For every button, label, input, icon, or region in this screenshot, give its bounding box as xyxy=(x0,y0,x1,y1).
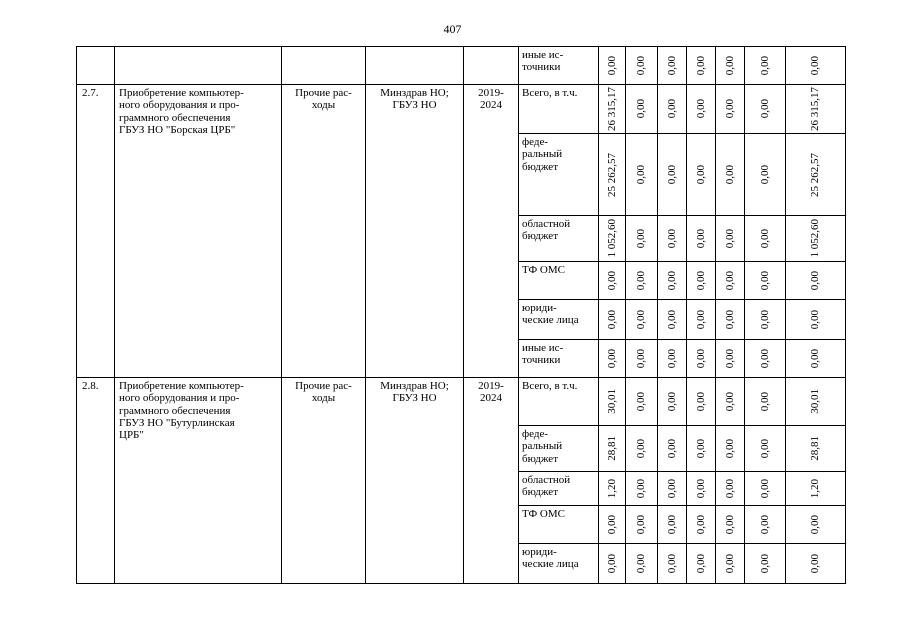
value-text: 0,00 xyxy=(665,348,678,369)
value-cell xyxy=(687,47,716,85)
value-text: 0,00 xyxy=(723,514,736,535)
value-cell xyxy=(687,134,716,216)
value-text: 0,00 xyxy=(694,99,707,119)
expense-type-text: Прочие рас- ходы xyxy=(295,380,352,405)
value-cell xyxy=(716,85,745,134)
period-text: 2019- 2024 xyxy=(478,380,504,405)
page-number: 407 xyxy=(443,22,462,36)
source-label xyxy=(519,47,599,85)
value-text: 0,00 xyxy=(665,270,678,291)
value-text: 0,00 xyxy=(665,55,678,76)
value-text: 0,00 xyxy=(694,391,707,412)
value-cell xyxy=(745,300,786,340)
value-text: 0,00 xyxy=(635,309,648,330)
value-cell xyxy=(626,472,658,506)
value-cell xyxy=(626,506,658,544)
value-cell xyxy=(599,300,626,340)
value-text: 0,00 xyxy=(758,348,771,369)
value-text: 0,00 xyxy=(723,55,736,76)
value-cell xyxy=(786,544,846,584)
executor xyxy=(366,378,464,584)
value-cell xyxy=(626,378,658,426)
value-text: 0,00 xyxy=(694,438,707,459)
value-cell xyxy=(716,262,745,300)
source-label-text: феде- ральный бюджет xyxy=(522,136,563,173)
value-text: 0,00 xyxy=(758,270,771,291)
source-label-text: феде- ральный бюджет xyxy=(522,428,563,465)
source-label-text: иные ис- точники xyxy=(522,49,564,74)
value-cell xyxy=(687,262,716,300)
value-cell xyxy=(786,47,846,85)
value-cell xyxy=(687,300,716,340)
value-cell xyxy=(786,216,846,262)
value-text: 0,00 xyxy=(635,391,648,412)
item-name-text: Приобретение компьютер- ного оборудования и про- граммного обеспечения ГБУЗ НО "Борская ЦРБ" xyxy=(119,87,244,136)
empty-cell xyxy=(366,47,464,85)
value-cell xyxy=(687,378,716,426)
value-cell xyxy=(626,300,658,340)
value-cell xyxy=(626,544,658,584)
item-number-text: 2.7. xyxy=(82,87,99,99)
value-cell xyxy=(658,216,687,262)
value-cell xyxy=(745,378,786,426)
value-cell xyxy=(716,544,745,584)
value-cell xyxy=(716,300,745,340)
source-label-text: Всего, в т.ч. xyxy=(522,87,578,99)
value-cell xyxy=(599,426,626,472)
source-label xyxy=(519,340,599,378)
value-text: 0,00 xyxy=(723,270,736,291)
source-label xyxy=(519,472,599,506)
value-text: 0,00 xyxy=(723,309,736,330)
value-cell xyxy=(599,472,626,506)
value-cell xyxy=(786,340,846,378)
value-cell xyxy=(687,85,716,134)
value-text: 0,00 xyxy=(809,270,822,291)
value-text: 0,00 xyxy=(665,391,678,412)
value-text: 0,00 xyxy=(694,309,707,330)
value-cell xyxy=(658,426,687,472)
value-text: 0,00 xyxy=(758,514,771,535)
source-label xyxy=(519,426,599,472)
source-label-text: юриди- ческие лица xyxy=(522,302,579,327)
value-cell xyxy=(745,544,786,584)
value-text: 0,00 xyxy=(635,270,648,291)
value-text: 30,01 xyxy=(809,389,822,414)
empty-cell xyxy=(115,47,282,85)
value-cell xyxy=(626,262,658,300)
source-label xyxy=(519,134,599,216)
period-text: 2019- 2024 xyxy=(478,87,504,112)
value-cell xyxy=(658,134,687,216)
executor xyxy=(366,85,464,378)
value-text: 1,20 xyxy=(605,478,618,499)
value-cell xyxy=(745,340,786,378)
source-label-text: юриди- ческие лица xyxy=(522,546,579,571)
value-cell xyxy=(626,134,658,216)
value-text: 0,00 xyxy=(665,514,678,535)
value-cell xyxy=(745,216,786,262)
value-text: 0,00 xyxy=(635,438,648,459)
value-cell xyxy=(716,134,745,216)
value-cell xyxy=(658,506,687,544)
value-text: 0,00 xyxy=(665,309,678,330)
value-cell xyxy=(786,426,846,472)
value-text: 0,00 xyxy=(665,99,678,119)
value-text: 0,00 xyxy=(758,164,771,185)
value-cell xyxy=(626,340,658,378)
table-row xyxy=(77,85,846,134)
value-text: 0,00 xyxy=(694,514,707,535)
value-cell xyxy=(716,216,745,262)
value-cell xyxy=(599,544,626,584)
item-number-text: 2.8. xyxy=(82,380,99,392)
value-cell xyxy=(786,472,846,506)
value-cell xyxy=(786,134,846,216)
value-cell xyxy=(687,426,716,472)
value-text: 0,00 xyxy=(723,438,736,459)
value-text: 0,00 xyxy=(635,55,648,76)
value-text: 25 262,57 xyxy=(809,152,822,197)
value-text: 1 052,60 xyxy=(605,219,618,258)
value-cell xyxy=(626,47,658,85)
value-text: 0,00 xyxy=(635,553,648,574)
value-cell xyxy=(658,340,687,378)
value-cell xyxy=(626,85,658,134)
value-text: 0,00 xyxy=(635,348,648,369)
value-text: 30,01 xyxy=(605,389,618,414)
source-label xyxy=(519,85,599,134)
value-text: 0,00 xyxy=(605,309,618,330)
value-text: 0,00 xyxy=(809,514,822,535)
value-cell xyxy=(786,506,846,544)
item-name xyxy=(115,85,282,378)
value-cell xyxy=(599,378,626,426)
value-text: 0,00 xyxy=(635,228,648,249)
period xyxy=(464,85,519,378)
value-cell xyxy=(745,472,786,506)
item-number xyxy=(77,378,115,584)
value-text: 0,00 xyxy=(665,164,678,185)
value-text: 0,00 xyxy=(635,514,648,535)
value-text: 1,20 xyxy=(809,478,822,499)
empty-cell xyxy=(464,47,519,85)
expense-type-text: Прочие рас- ходы xyxy=(295,87,352,112)
value-text: 0,00 xyxy=(694,478,707,499)
period xyxy=(464,378,519,584)
value-cell xyxy=(687,544,716,584)
value-cell xyxy=(687,506,716,544)
source-label xyxy=(519,378,599,426)
value-text: 26 315,17 xyxy=(605,87,618,131)
value-text: 28,81 xyxy=(809,436,822,461)
item-name-text: Приобретение компьютер- ного оборудования и про- граммного обеспечения ГБУЗ НО "Бутурлинская ЦРБ" xyxy=(119,380,244,442)
value-text: 0,00 xyxy=(694,228,707,249)
value-text: 0,00 xyxy=(723,228,736,249)
value-cell xyxy=(687,216,716,262)
value-cell xyxy=(687,340,716,378)
item-number xyxy=(77,85,115,378)
value-text: 0,00 xyxy=(758,438,771,459)
value-text: 28,81 xyxy=(605,436,618,461)
table-body xyxy=(77,47,846,584)
value-cell xyxy=(745,506,786,544)
source-label-text: областной бюджет xyxy=(522,218,571,243)
table-row xyxy=(77,47,846,85)
value-text: 0,00 xyxy=(665,478,678,499)
source-label xyxy=(519,544,599,584)
value-cell xyxy=(716,472,745,506)
value-text: 0,00 xyxy=(605,553,618,574)
value-text: 0,00 xyxy=(758,99,771,119)
expense-type xyxy=(282,378,366,584)
value-cell xyxy=(786,85,846,134)
value-text: 0,00 xyxy=(809,309,822,330)
value-cell xyxy=(599,85,626,134)
empty-cell xyxy=(282,47,366,85)
value-cell xyxy=(599,216,626,262)
value-cell xyxy=(786,300,846,340)
source-label-text: областной бюджет xyxy=(522,474,571,499)
value-cell xyxy=(745,262,786,300)
value-cell xyxy=(745,426,786,472)
value-text: 0,00 xyxy=(758,55,771,76)
value-text: 0,00 xyxy=(758,478,771,499)
value-text: 0,00 xyxy=(758,309,771,330)
value-cell xyxy=(786,262,846,300)
expense-type xyxy=(282,85,366,378)
source-label-text: иные ис- точники xyxy=(522,342,564,367)
value-text: 0,00 xyxy=(605,55,618,76)
value-cell xyxy=(599,340,626,378)
source-label-text: ТФ ОМС xyxy=(522,508,565,520)
value-text: 0,00 xyxy=(723,553,736,574)
value-cell xyxy=(658,472,687,506)
value-cell xyxy=(716,47,745,85)
value-cell xyxy=(716,426,745,472)
value-cell xyxy=(745,134,786,216)
source-label-text: ТФ ОМС xyxy=(522,264,565,276)
value-cell xyxy=(658,300,687,340)
value-text: 0,00 xyxy=(694,553,707,574)
value-text: 0,00 xyxy=(694,270,707,291)
source-label xyxy=(519,262,599,300)
value-cell xyxy=(745,85,786,134)
value-text: 26 315,17 xyxy=(809,87,822,131)
value-cell xyxy=(658,544,687,584)
value-cell xyxy=(626,426,658,472)
empty-cell xyxy=(77,47,115,85)
budget-table xyxy=(76,46,846,584)
value-cell xyxy=(599,506,626,544)
value-cell xyxy=(626,216,658,262)
value-text: 0,00 xyxy=(758,391,771,412)
value-text: 0,00 xyxy=(723,348,736,369)
value-cell xyxy=(716,506,745,544)
value-cell xyxy=(599,47,626,85)
value-cell xyxy=(599,262,626,300)
source-label xyxy=(519,216,599,262)
value-text: 0,00 xyxy=(723,391,736,412)
value-cell xyxy=(658,85,687,134)
value-text: 0,00 xyxy=(723,478,736,499)
value-text: 0,00 xyxy=(605,514,618,535)
value-text: 0,00 xyxy=(635,164,648,185)
value-text: 0,00 xyxy=(605,348,618,369)
value-text: 0,00 xyxy=(809,348,822,369)
source-label-text: Всего, в т.ч. xyxy=(522,380,578,392)
table-row xyxy=(77,378,846,426)
value-text: 0,00 xyxy=(694,348,707,369)
value-cell xyxy=(745,47,786,85)
value-text: 0,00 xyxy=(635,478,648,499)
value-text: 0,00 xyxy=(723,99,736,119)
executor-text: Минздрав НО; ГБУЗ НО xyxy=(380,87,449,112)
value-text: 0,00 xyxy=(723,164,736,185)
value-text: 0,00 xyxy=(809,55,822,76)
value-text: 0,00 xyxy=(809,553,822,574)
value-text: 0,00 xyxy=(694,55,707,76)
value-text: 1 052,60 xyxy=(809,219,822,258)
source-label xyxy=(519,300,599,340)
executor-text: Минздрав НО; ГБУЗ НО xyxy=(380,380,449,405)
value-cell xyxy=(716,340,745,378)
item-name xyxy=(115,378,282,584)
value-text: 0,00 xyxy=(758,228,771,249)
value-text: 0,00 xyxy=(665,553,678,574)
value-cell xyxy=(687,472,716,506)
value-cell xyxy=(716,378,745,426)
value-text: 0,00 xyxy=(758,553,771,574)
value-text: 0,00 xyxy=(635,99,648,119)
value-text: 0,00 xyxy=(605,270,618,291)
value-cell xyxy=(599,134,626,216)
source-label xyxy=(519,506,599,544)
value-text: 0,00 xyxy=(665,438,678,459)
value-cell xyxy=(786,378,846,426)
value-cell xyxy=(658,378,687,426)
value-cell xyxy=(658,262,687,300)
value-text: 0,00 xyxy=(665,228,678,249)
value-cell xyxy=(658,47,687,85)
value-text: 0,00 xyxy=(694,164,707,185)
value-text: 25 262,57 xyxy=(605,152,618,197)
